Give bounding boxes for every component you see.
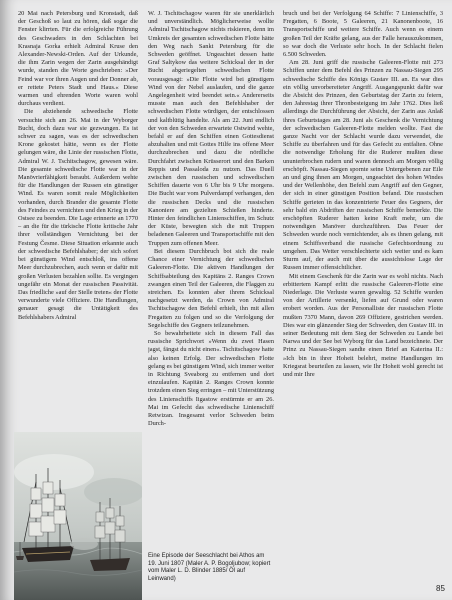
paragraph: Die abziehende schwedische Flotte versuchte sich am 26. Mai in der Wyborger Bucht, doch dazu war sie gezwungen. Es ist schwer zu sagen, was es der schwedischen Krone gekostet hätte, wenn es der Flotte gelungen wäre, die Linie der russischen Flotte, Admiral W. J. Tschitschagow, gewesen wäre. Die gesamte schwedische Flotte war in der Manövrierfähigkeit beraubt. Außerdem wehte für die Handlungen der Russen ein günstiger Wind. Es waren somit reale Möglichkeiten vorhanden, durch Brander die gesamte Flotte des Feindes zu vernichten und den Krieg in der Ostsee zu beenden. Die Lage erinnerte an 1770 – an die für die türkische Flotte kritische Jahr ihrer vollständigen Vernichtung bei der Festung Česme. Diese Situation erkannte auch der schwedische Befehlshaber; der sich sofort bei günstigem Wind entschloß, ins offene Meer durchzubrechen, auch wenn er dafür mit großen Verlusten bezahlen sollte. Es vergingen ungefähr ein Monat der russischen Passivität. Das friedliche »auf der Stelle treten« der Flotte verwunderte viele Offiziere. Die Handlungen, genauer gesagt die Untätigkeit des Befehlshabers Admiral (18, 108, 138, 321)
paragraph: So bewahrheitete sich in diesem Fall das russische Sprichwort »Wenn du zwei Hasen jagst, fängst du nicht einen«. Tschitschagow hatte also keinen Erfolg. Der schwedischen Flotte gelang es bei günstigem Wind, sich immer weiter in Richtung Sveaborg zu entfernen und dort einzulaufen. Kapitän 2. Ranges Crown konnte trotzdem einen Sieg erringen – mit Unterstützung des Linienschiffs Iigastow erstürmte er am 26. Mai im Gefecht das schwedische Linienschiff Retwizan. Insgesamt verlor Schweden beim Durch- (148, 329, 274, 428)
text-column-1 (18, 10, 138, 428)
paragraph: Bei diesem Durchbruch bot sich die reale Chance einer Vernichtung der schwedischen Galeeren-Flotte. Die aktiven Handlungen der Schiffsabteilung des Kapitäns 2. Ranges Crown zwangen einen Teil der Galeeren, die Flaggen zu streichen. Es konnten aber ihrem Schicksal nachgesetzt werden, da Crown von Admiral Tschitschagow den Befehl erhielt, ihn mit allen Fregatten zu folgen und so die Verfolgung der Segelschiffe des Gegners teilzunehmen. (148, 247, 274, 329)
sea-battle-painting (14, 432, 142, 600)
paragraph: Mit einem Geschenk für die Zarin war es wohl nichts. Nach erbittertem Kampf erlitt die russische Galeeren-Flotte eine Niederlage. Die Verluste waren gewaltig. 52 Schiffe wurden von der Artillerie versenkt, liefen auf Grund oder waren erobert worden. Aus der Personalliste der russischen Flotte mußten 7370 Mann, davon 269 Offiziere, gestrichen werden. Dies war ein glänzender Sieg der Schweden, den Gustav III. in seiner Bedeutung mit dem Sieg der Schweden zu Lande bei Narwa und der See bei Wyborg für das Land bezeichnete. Der Prinz zu Nassau-Siegen sandte einen Brief an Katerina II.: »Ich bin in ihrer Hoheit belehrt, meine Handlungen im Kriegsrat beurteilen zu lassen, wie Ihr Hoheit wohl gerecht ist und mir Ihre (283, 272, 443, 378)
caption-text: Eine Episode der Seeschlacht bei Athos am 19. Juni 1807 (Maler A. P. Bogoljubow; kopiert vom Maler L. D. Blinder 1885/ Öl auf Leinwand) (148, 553, 271, 582)
paragraph: bruch und bei der Verfolgung 64 Schiffe: 7 Linienschiffe, 3 Fregatten, 6 Boote, 5 Galeeren, 21 Kanonenboote, 16 Transportschiffe und weitere Schiffe. Auch wenn es einem großen Teil der Kräfte gelang, aus der Falle herauszukommen, so war doch die Verluste sehr hoch. In der Schlacht fielen 6.500 Schweden. (283, 10, 443, 59)
text-column-2 (148, 10, 274, 520)
paragraph: 20 Mai nach Petersburg und Kronstadt, daß der Geschoß so laut zu hören, daß sogar die Fenster klirrten. Für die erfolgreiche Führung des Geschwaders in den Schlachten bei Krasnaja Gorka erhielt Admiral Kruse den Alexander-Newski-Orden. Auf der Urkunde, die ihm Zarin wegen der Zarin ausgehändigt wurde, standen die Worte geschrieben: »Der Feind war vor ihren Augen und der Donner ab, er rettete Peters Stadt und Haus.« Diese warmen und ehrenden Worte waren wohl durchaus verdient. (18, 10, 138, 108)
page-number: 85 (436, 584, 445, 593)
paragraph: Am 28. Juni griff die russische Galeeren-Flotte mit 273 Schiffen unter dem Befehl des Prinzen zu Nassau-Siegen 295 schwedische Schiffe des Königs Gustav III. an. Es war dies ein völlig unvorbereiteter Angriff. Ausgangspunkt dafür war die Absicht des Prinzen, den Geburtstag der Zarin zu feiern, den Jahrestag ihrer Thronbesteigung im Jahr 1762. Dies ließ allerdings die Durchführung der Absicht, der Zarin aus Anlaß ihres Geburtstages am 28. Juni als Geschenk die Vernichtung der schwedischen Galeeren-Flotte melden wollte. Fast die ganze Nacht vor der Schlacht wurde dazu verwendet, die Schiffe zu überfahren und für das Gefecht zu entfalten. Ohne die notwendige Erholung für die Ruderer mußten diese ununterbrochen rudern und waren dennoch am Morgen völlig erschöpft. Nassau-Siegen spornte seine Untergebenen zur Eile an und ging ihnen am Morgen, ungeachtet des hohen Windes und der Wellenhöhe, den Befehl zum Angriff auf den Gegner, der sich in einer günstigen Position befand. Die russischen Schiffe gerieten in das konzentrierte Feuer des Gegners, der sehr bald ein Abdriften der russischen Schiffe bemerkte. Die erschöpften Ruderer hatten keine Kraft mehr, um die notwendigen Manöver durchzuführen. Das Feuer der Schweden wurde noch vernichtender, als es ihnen gelang, mit einem Schiffsverband die russische Gefechtsordnung zu umgehen. Das Wetter verschlechterte sich weiter und es kam Sturm auf, der auch mit über die aussichtslose Lage der Russen immer offensichtlicher. (283, 59, 443, 272)
paragraph: W. J. Tschitschagow waren für sie unerklärlich und unverständlich. Möglicherweise wollte Admiral Tschitschagow nichts riskieren, denn im Umkreis der gesamten schwedischen Flotte hätte den Weg nach Sankt Petersburg für die Schweden geöffnet. Ungeachtet dessen hatte Graf Saltykow das weitere Schicksal der in der Bucht abgeriegelten schwedischen Flotte vorausgesagt: »Die Flotte wird bei günstigem Wind von der Nebel auslaufen, und die ganze Angelegenheit wird beendet sein.« Andererseits musste man auch den Befehlshaber der schwedischen Flotte würdigen, der entschlossen und kaltblütig handelte. Als am 22. Juni endlich der von den Schweden erwartete Ostwind wehte, befahl er auf den Schiffen einen Gottesdienst abzuhalten und mit Gottes Hilfe ins offene Meer durchzubrechen und dazu die nördliche Durchfahrt zwischen Krüsserort und den Barken Reppis und Passaloda zu nutzen. Das Duell zwischen den russischen und schwedischen Schiffen dauerte von 6 Uhr bis 9 Uhr morgens. Die Bucht war vom Pulverdampf verhangen, den die russischen Decks und die russischen Kanoniere am gezielten Schießen hinderte. Hinter den feindlichen Linienschiffen, im Schutz der Küste, bewegten sich die mit Truppen beladenen Galeeren und Transportschiffe mit den Truppen zum offenen Meer. (148, 10, 274, 247)
text-column-3 (283, 10, 443, 600)
figure-caption (148, 553, 274, 583)
